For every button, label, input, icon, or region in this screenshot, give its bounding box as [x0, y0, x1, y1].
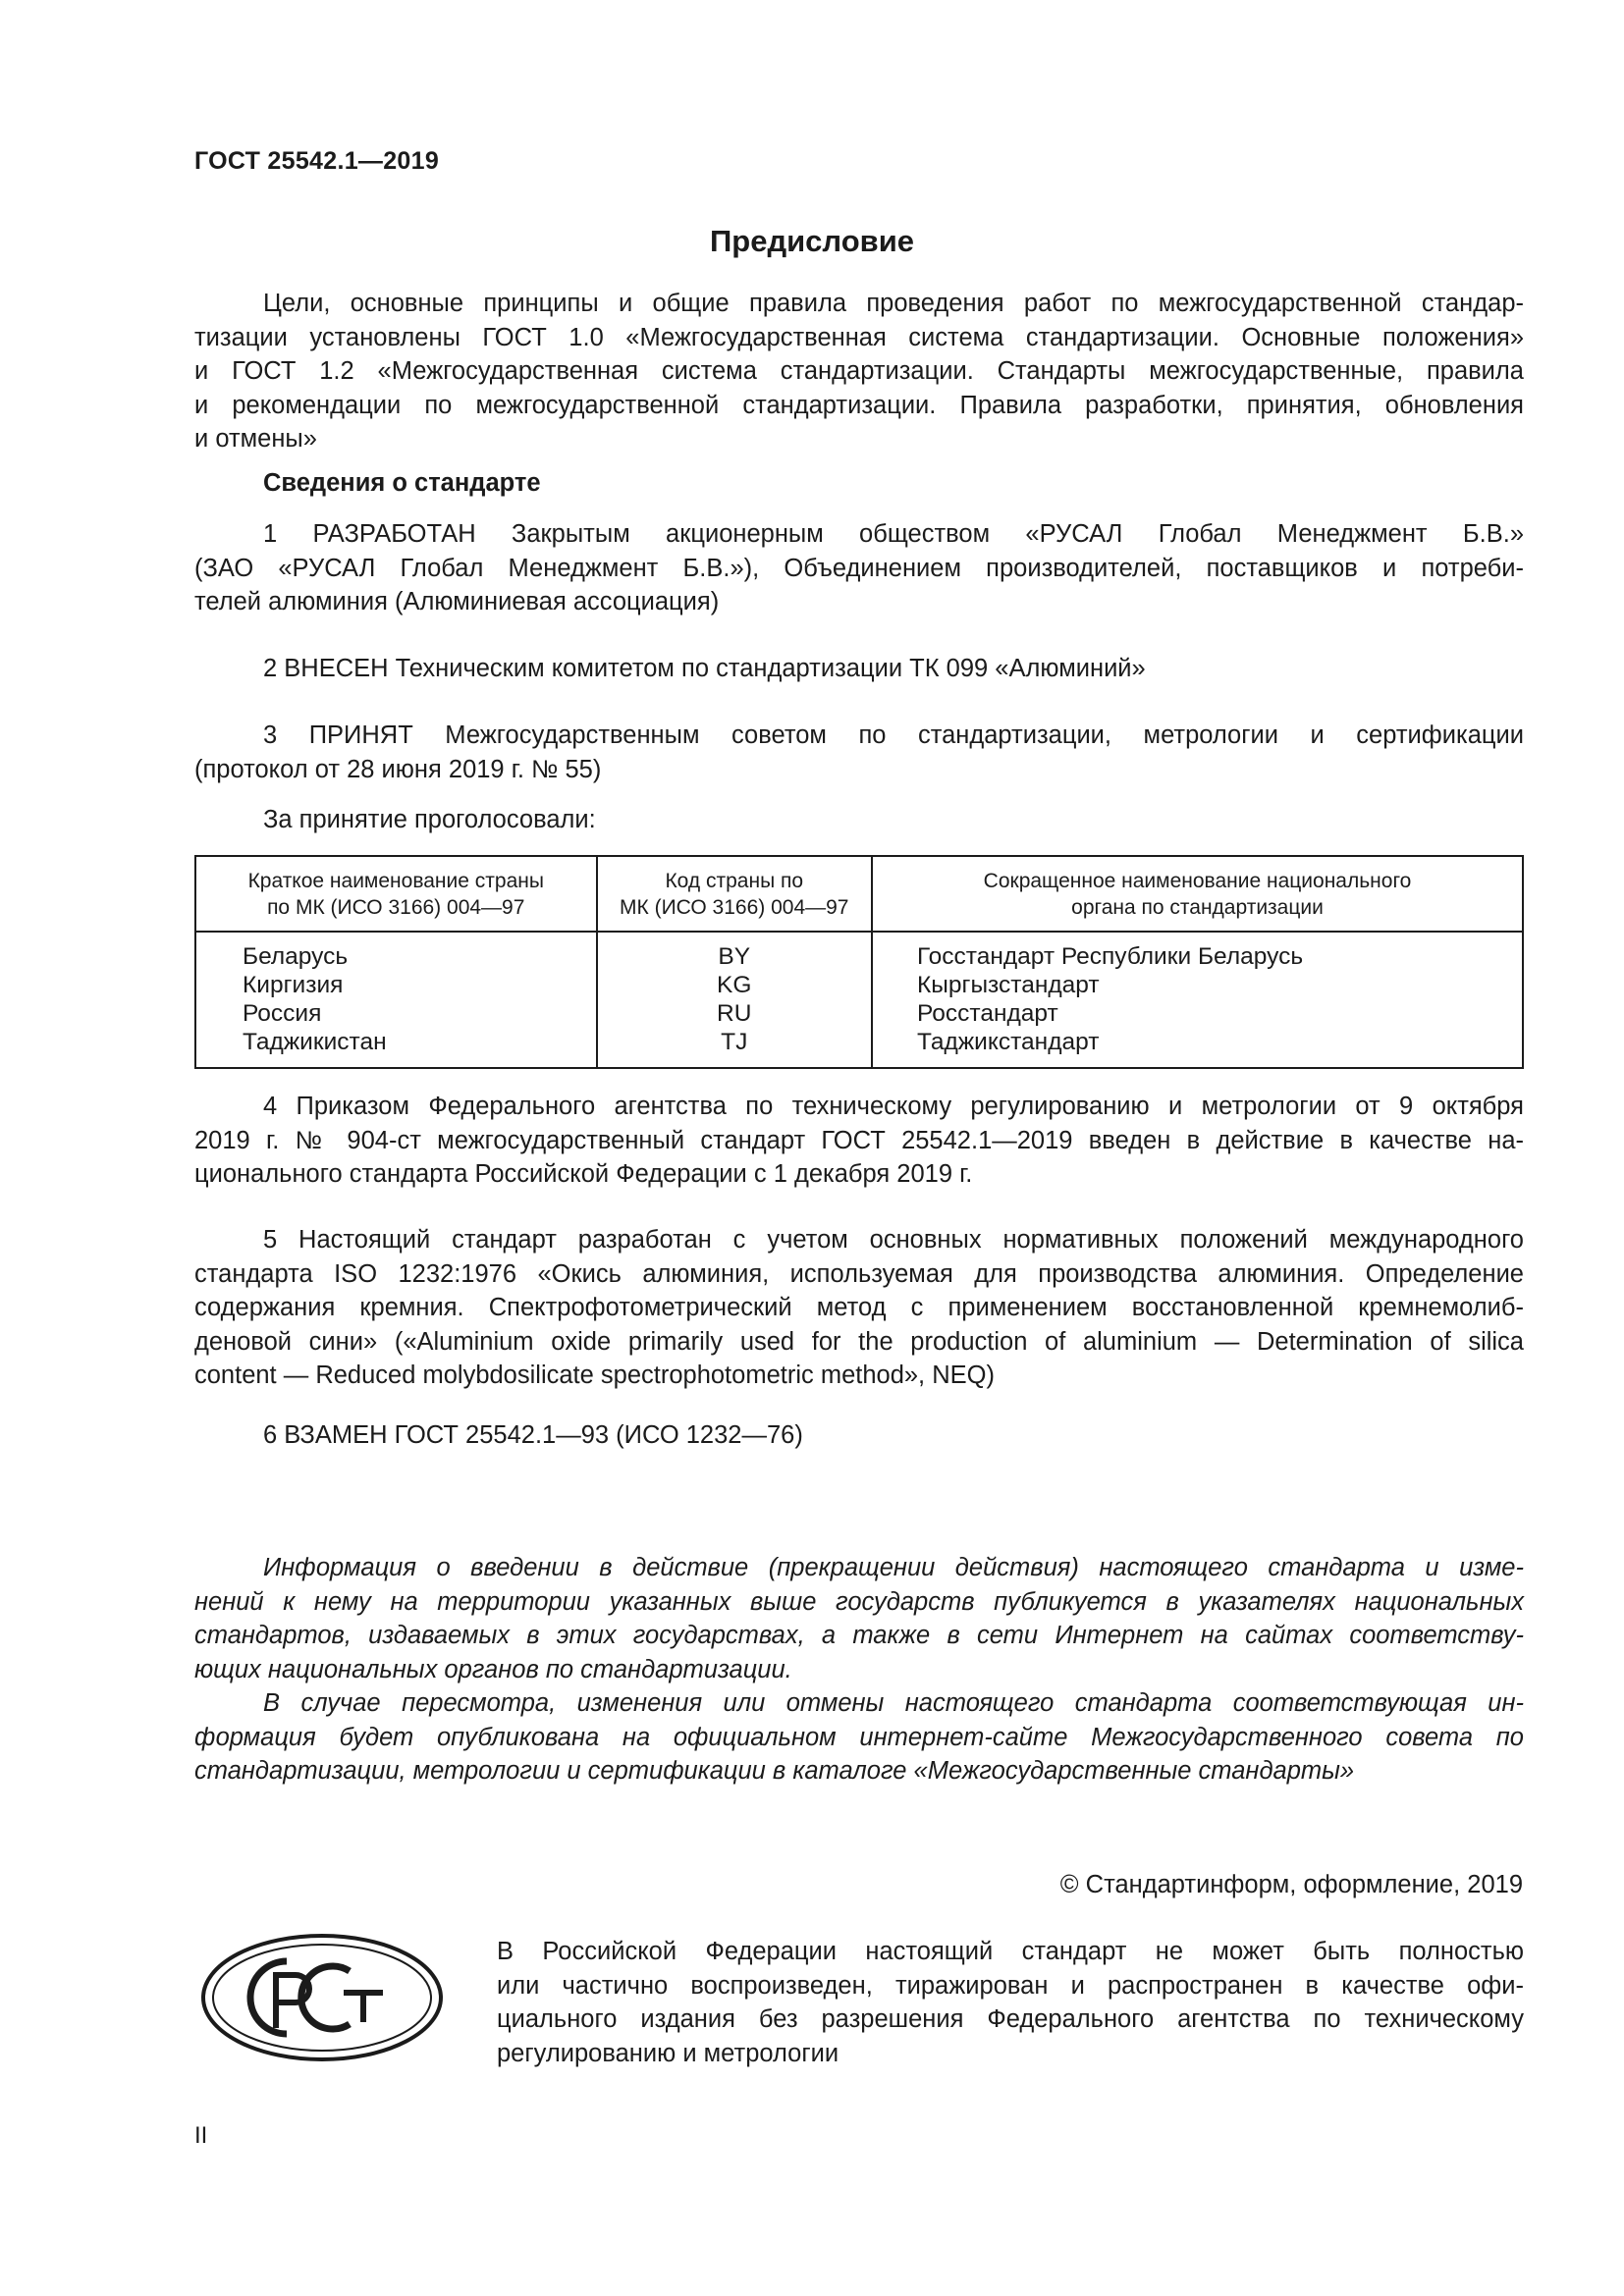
page-title: Предисловие [709, 224, 914, 258]
voted-label-paragraph [194, 803, 1524, 837]
rst-certification-mark-icon [200, 1932, 444, 2063]
item-1-paragraph [194, 517, 1524, 619]
item-6-paragraph [194, 1418, 1524, 1453]
item-2-line: 2 ВНЕСЕН Техническим комитетом по стандартизации ТК 099 «Алюминий» [263, 655, 1146, 682]
table-row-code: KG [717, 972, 752, 998]
column-header-line: Краткое наименование страны [247, 869, 544, 892]
item-5-line: 5 Настоящий стандарт разработан с учетом основных нормативных положений международного [263, 1226, 1524, 1254]
item-1-line: (ЗАО «РУСАЛ Глобал Менеджмент Б.В.»), Объединением производителей, поставщиков и потреби- [194, 554, 1524, 582]
column-header-line: МК (ИСО 3166) 004—97 [620, 895, 849, 919]
document-code-header: ГОСТ 25542.1—2019 [194, 147, 440, 175]
italic-info-line: В случае пересмотра, изменения или отмены настоящего стандарта соответствующая ин- [263, 1689, 1524, 1717]
standard-info-heading: Сведения о стандарте [263, 469, 541, 497]
item-5-paragraph [194, 1223, 1524, 1393]
italic-info-line: Информация о введении в действие (прекращении действия) настоящего стандарта и изме- [263, 1554, 1524, 1581]
table-row-standards-body: Госстандарт Республики Беларусь [917, 943, 1304, 970]
table-row-country: Россия [243, 1000, 322, 1027]
intro-line: тизации установлены ГОСТ 1.0 «Межгосударственная система стандартизации. Основные положения» [194, 323, 1524, 351]
intro-line: Цели, основные принципы и общие правила проведения работ по межгосударственной стандар- [263, 290, 1524, 317]
item-3-line: 3 ПРИНЯТ Межгосударственным советом по стандартизации, метрологии и сертификации [263, 721, 1524, 749]
item-4-line: 2019 г. № 904-ст межгосударственный стандарт ГОСТ 25542.1—2019 введен в действие в качестве на- [194, 1126, 1524, 1154]
notice-line: или частично воспроизведен, тиражирован и распространен в качестве офи- [497, 1971, 1524, 2000]
voting-countries-table [194, 855, 1524, 1069]
column-header-standards-body [872, 856, 1523, 932]
item-6-line: 6 ВЗАМЕН ГОСТ 25542.1—93 (ИСО 1232—76) [263, 1421, 803, 1449]
item-5-line: стандарта ISO 1232:1976 «Окись алюминия, используемая для производства алюминия. Определение [194, 1259, 1524, 1288]
intro-line: и отмены» [194, 425, 317, 454]
table-row-code: TJ [721, 1029, 748, 1055]
item-3-line: (протокол от 28 июня 2019 г. № 55) [194, 755, 602, 783]
italic-info-line: нений к нему на территории указанных выше государств публикуется в указателях национальных [194, 1587, 1524, 1616]
item-1-line: 1 РАЗРАБОТАН Закрытым акционерным обществом «РУСАЛ Глобал Менеджмент Б.В.» [263, 520, 1524, 548]
notice-line: В Российской Федерации настоящий стандарт не может быть полностью [497, 1938, 1524, 1965]
item-4-line: ционального стандарта Российской Федерации с 1 декабря 2019 г. [194, 1160, 973, 1189]
column-header-line: органа по стандартизации [1071, 895, 1324, 919]
italic-info-line: ющих национальных органов по стандартизации. [194, 1655, 792, 1683]
table-row-country: Беларусь [243, 943, 349, 970]
intro-paragraph [194, 287, 1524, 456]
column-header-country [195, 856, 597, 932]
voted-label: За принятие проголосовали: [263, 806, 596, 833]
table-row-code: BY [718, 943, 751, 970]
notice-line: циального издания без разрешения Федерального агентства по техническому [497, 2005, 1524, 2034]
italic-info-line: формация будет опубликована на официальном интернет-сайте Межгосударственного совета по [194, 1723, 1524, 1751]
item-5-line: содержания кремния. Спектрофотометрический метод с применением восстановленной кремнемолиб- [194, 1294, 1524, 1322]
item-5-line: деновой сини» («Aluminium oxide primarily used for the production of aluminium — Determination of silica [194, 1327, 1524, 1356]
item-5-line: content — Reduced molybdosilicate spectrophotometric method», NEQ) [194, 1362, 995, 1390]
copyright-line: © Стандартинформ, оформление, 2019 [1059, 1871, 1523, 1898]
item-3-paragraph [194, 719, 1524, 786]
intro-line: и ГОСТ 1.2 «Межгосударственная система стандартизации. Стандарты межгосударственные, правила [194, 357, 1524, 386]
table-row-standards-body: Таджикстандарт [917, 1029, 1100, 1055]
reproduction-notice [497, 1935, 1524, 2070]
item-4-line: 4 Приказом Федерального агентства по техническому регулированию и метрологии от 9 октября [263, 1093, 1524, 1120]
table-row-code: RU [717, 1000, 752, 1027]
table-row-standards-body: Росстандарт [917, 1000, 1058, 1027]
page-number: II [194, 2122, 208, 2149]
table-row-country: Киргизия [243, 972, 344, 998]
table-header-row [195, 856, 1523, 932]
item-1-line: телей алюминия (Алюминиевая ассоциация) [194, 588, 720, 616]
column-header-line: Код страны по [665, 869, 804, 892]
notice-line: регулированию и метрологии [497, 2039, 839, 2067]
column-header-code [597, 856, 873, 932]
table-row-standards-body: Кыргызстандарт [917, 972, 1100, 998]
country-name-cell [195, 932, 597, 1068]
standards-body-cell [872, 932, 1523, 1068]
table-row-country: Таджикистан [243, 1029, 387, 1055]
intro-line: и рекомендации по межгосударственной стандартизации. Правила разработки, принятия, обновления [194, 391, 1524, 419]
italic-info-paragraph-2 [194, 1686, 1524, 1789]
italic-info-line: стандартизации, метрологии и сертификации в каталоге «Межгосударственные стандарты» [194, 1757, 1355, 1786]
italic-info-line: стандартов, издаваемых в этих государствах, а также в сети Интернет на сайтах соответству- [194, 1622, 1524, 1650]
column-header-line: Сокращенное наименование национального [983, 869, 1412, 892]
item-2-paragraph [194, 652, 1524, 686]
table-body [195, 932, 1523, 1068]
item-4-paragraph [194, 1090, 1524, 1192]
column-header-line: по МК (ИСО 3166) 004—97 [267, 895, 525, 919]
italic-info-paragraph-1 [194, 1551, 1524, 1686]
country-code-cell [597, 932, 873, 1068]
